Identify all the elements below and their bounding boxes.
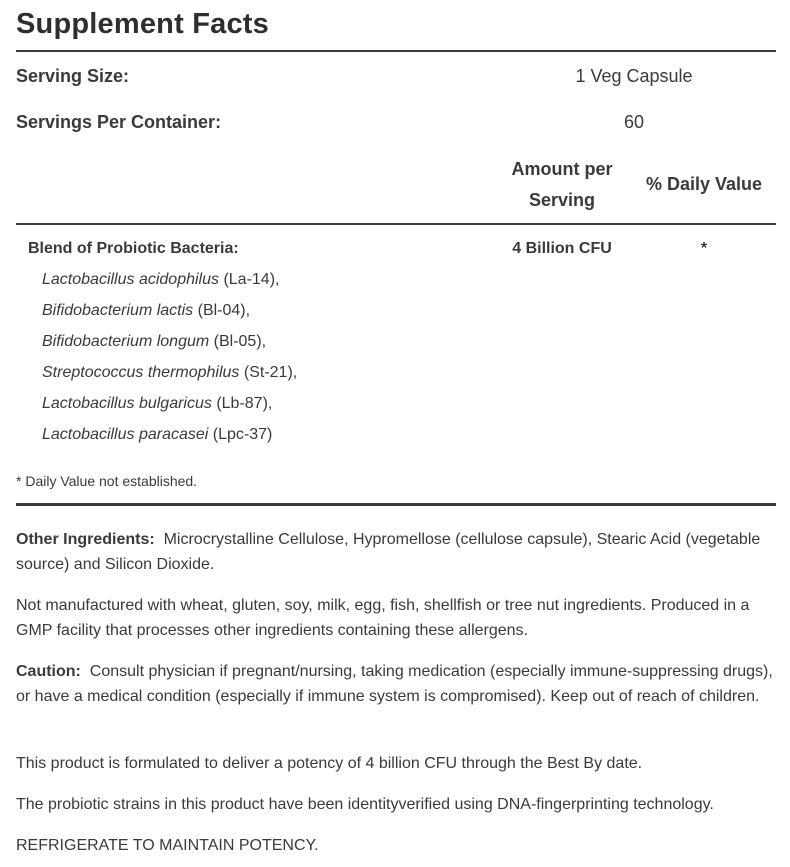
strain-code: (St-21), bbox=[239, 364, 298, 381]
potency-statement: This product is formulated to deliver a potency of 4 billion CFU through the Best By date. bbox=[16, 755, 643, 772]
caution-label: Caution: bbox=[16, 663, 81, 680]
strain-item bbox=[42, 395, 272, 413]
servings-per-container-label: Servings Per Container: bbox=[16, 112, 222, 132]
strain-item bbox=[42, 364, 297, 382]
daily-value-header: % Daily Value bbox=[645, 174, 763, 194]
strain-species: Lactobacillus bulgaricus bbox=[42, 395, 212, 412]
top-divider bbox=[16, 50, 776, 52]
other-ingredients bbox=[16, 527, 778, 577]
dna-statement: The probiotic strains in this product have been identityverified using DNA-fingerprinting technology. bbox=[16, 796, 714, 813]
blend-amount: 4 Billion CFU bbox=[512, 240, 612, 257]
bottom-divider bbox=[16, 503, 776, 506]
caution-text: Consult physician if pregnant/nursing, taking medication (especially immune-suppressing drugs), or have a medical condition (especially if immune system is compromised). Keep out of reach of children. bbox=[16, 663, 773, 705]
strain-code: (Bl-05), bbox=[209, 333, 267, 350]
daily-value-footnote: * Daily Value not established. bbox=[16, 473, 198, 489]
strain-species: Streptococcus thermophilus bbox=[42, 364, 240, 381]
page-title: Supplement Facts bbox=[16, 8, 269, 40]
strain-species: Bifidobacterium longum bbox=[42, 333, 210, 350]
other-ingredients-text: Microcrystalline Cellulose, Hypromellose (cellulose capsule), Stearic Acid (vegetable source) and Silicon Dioxide. bbox=[16, 531, 761, 573]
strain-code: (Lpc-37) bbox=[208, 426, 273, 443]
caution-statement bbox=[16, 659, 778, 709]
strain-code: (Bl-04), bbox=[193, 302, 251, 319]
strain-species: Lactobacillus paracasei bbox=[42, 426, 209, 443]
strain-item bbox=[42, 302, 250, 320]
header-divider bbox=[16, 223, 776, 225]
allergen-statement: Not manufactured with wheat, gluten, soy, milk, egg, fish, shellfish or tree nut ingredients. Produced in a GMP facility that processes other ingredients containing these allergens. bbox=[16, 597, 750, 639]
refrigerate-statement: REFRIGERATE TO MAINTAIN POTENCY. bbox=[16, 837, 319, 854]
blend-name: Blend of Probiotic Bacteria: bbox=[28, 240, 239, 257]
strain-species: Bifidobacterium lactis bbox=[42, 302, 194, 319]
amount-header-line2: Serving bbox=[528, 190, 596, 210]
strain-item bbox=[42, 426, 272, 444]
servings-per-container-value: 60 bbox=[623, 112, 645, 132]
strain-species: Lactobacillus acidophilus bbox=[42, 271, 219, 288]
strain-item bbox=[42, 271, 279, 289]
strain-code: (Lb-87), bbox=[211, 395, 273, 412]
blend-daily-value: * bbox=[700, 240, 708, 257]
serving-size-value: 1 Veg Capsule bbox=[575, 66, 693, 86]
other-ingredients-label: Other Ingredients: bbox=[16, 531, 155, 548]
amount-header-line1: Amount per bbox=[511, 159, 613, 179]
serving-size-label: Serving Size: bbox=[16, 66, 130, 86]
amount-per-serving-header bbox=[492, 154, 632, 216]
strain-code: (La-14), bbox=[219, 271, 280, 288]
strain-item bbox=[42, 333, 266, 351]
